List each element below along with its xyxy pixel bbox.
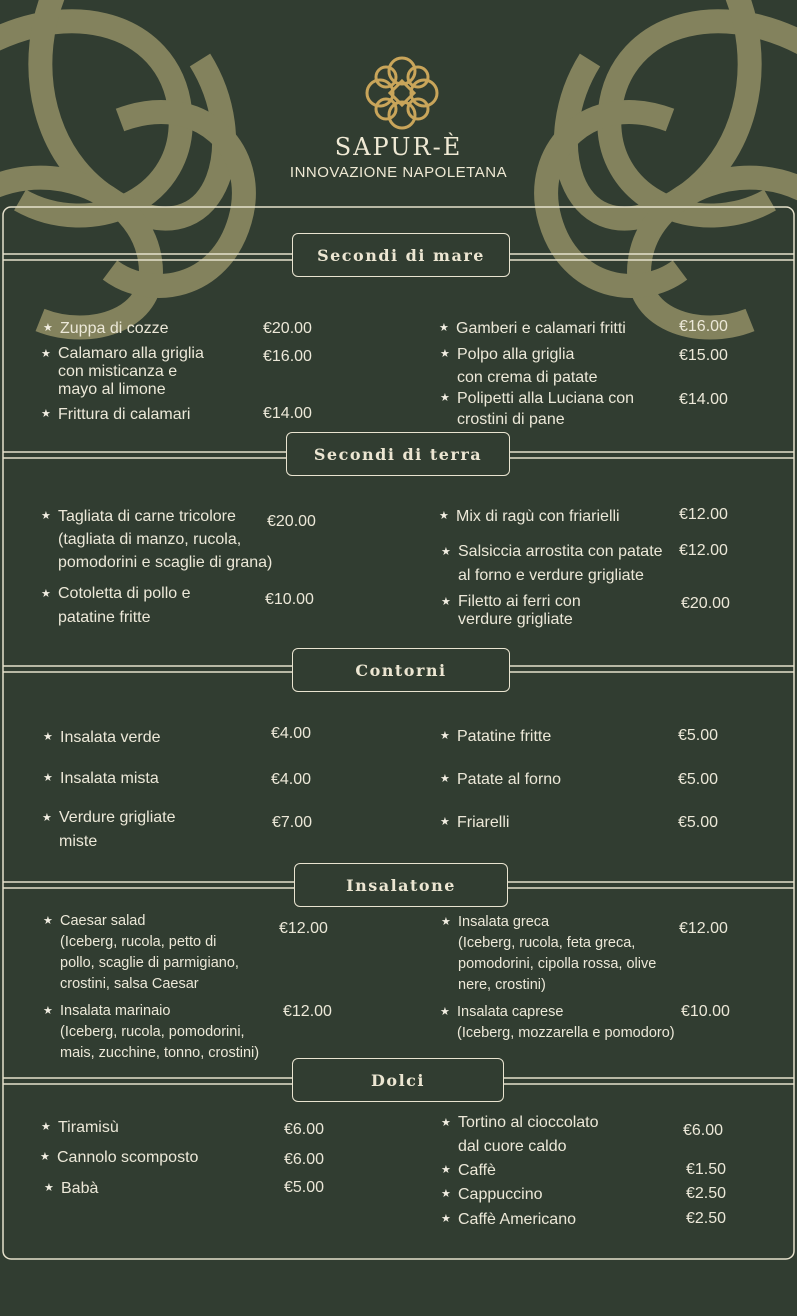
menu-item: ★ Filetto ai ferri con verdure grigliate [441,593,581,628]
item-price: €12.00 [679,542,728,559]
menu-item: ★ Insalata verde [43,729,161,746]
star-icon: ★ [439,510,449,522]
star-icon: ★ [440,816,450,828]
item-price: €2.50 [686,1210,727,1227]
item-price: €15.00 [679,347,728,364]
item-price: €12.00 [679,506,728,523]
menu-item: ★ Tiramisù [41,1119,119,1136]
menu-item: ★ Patate al forno [440,771,562,788]
menu-item: ★ Frittura di calamari [41,406,191,423]
star-icon: ★ [44,1182,54,1194]
item-price: €5.00 [678,727,719,744]
menu-item: ★ Salsiccia arrostita con patate al forno e verdure grigliate [458,540,688,588]
star-icon: ★ [43,772,53,784]
menu-item: ★ Insalata mista [43,770,159,787]
item-price: €7.00 [272,814,313,831]
star-icon: ★ [440,1006,450,1018]
menu-item: ★ Cannolo scomposto [40,1149,199,1166]
star-icon: ★ [440,730,450,742]
menu-item: ★ Calamaro alla griglia con misticanza e mayo al limone [41,345,204,398]
star-icon: ★ [41,588,51,600]
menu-item: ★ Cotoletta di pollo e patatine fritte [58,582,258,630]
item-price: €5.00 [678,814,719,831]
star-icon: ★ [43,322,53,334]
item-price: €16.00 [679,318,728,335]
brand-logo-icon [364,55,440,131]
item-price: €12.00 [279,920,328,937]
item-price: €14.00 [263,405,312,422]
star-icon: ★ [43,1005,53,1017]
star-icon: ★ [40,1151,50,1163]
item-price: €6.00 [683,1122,724,1139]
menu-item: ★ Tortino al cioccolato dal cuore caldo [458,1111,678,1159]
star-icon: ★ [441,596,451,608]
menu-item: ★ Polpo alla griglia con crema di patate [457,343,677,389]
star-icon: ★ [440,348,450,360]
star-icon: ★ [441,1117,451,1129]
star-icon: ★ [441,1213,451,1225]
star-icon: ★ [42,812,52,824]
item-price: €20.00 [267,513,316,530]
menu-item: ★ Gamberi e calamari fritti [439,320,626,337]
brand-tagline: INNOVAZIONE NAPOLETANA [289,164,508,181]
menu-item: ★ Insalata marinaio (Iceberg, rucola, pomodorini, mais, zucchine, tonno, crostini) [43,1003,260,1061]
menu-item: ★ Mix di ragù con friarielli [439,508,620,525]
section-title-secondi-mare: Secondi di mare [292,233,510,277]
item-price: €16.00 [263,348,312,365]
item-price: €5.00 [284,1179,325,1196]
item-price: €6.00 [284,1121,325,1138]
item-price: €5.00 [678,771,719,788]
star-icon: ★ [43,731,53,743]
item-price: €10.00 [265,591,314,608]
menu-item: ★ Verdure grigliate miste [59,806,259,854]
menu-item: ★ Caffè [441,1162,496,1179]
item-price: €4.00 [271,771,312,788]
section-title-insalatone: Insalatone [294,863,508,907]
section-title-secondi-terra: Secondi di terra [286,432,510,476]
menu-item: ★ Zuppa di cozze [43,320,169,337]
item-price: €6.00 [284,1151,325,1168]
menu-item: ★ Friarelli [440,814,510,831]
section-title-contorni: Contorni [292,648,510,692]
brand-name: SAPUR-È [334,133,463,161]
menu-item: ★ Insalata greca (Iceberg, rucola, feta greca, pomodorini, cipolla rossa, olive nere, crostini) [441,914,657,993]
menu-item: ★ Cappuccino [441,1186,543,1203]
menu-item: ★ Tagliata di carne tricolore (tagliata di manzo, rucola, pomodorini e scaglie di grana) [58,505,288,574]
menu-item: ★ Polipetti alla Luciana con crostini di pane [440,390,635,428]
star-icon: ★ [440,773,450,785]
star-icon: ★ [441,1164,451,1176]
item-price: €2.50 [686,1185,727,1202]
star-icon: ★ [41,408,51,420]
item-price: €14.00 [679,391,728,408]
item-price: €12.00 [679,920,728,937]
menu-item: ★ Caesar salad (Iceberg, rucola, petto di pollo, scaglie di parmigiano, crostini, salsa Caesar [43,913,239,992]
item-price: €20.00 [681,595,730,612]
star-icon: ★ [439,322,449,334]
item-price: €4.00 [271,725,312,742]
item-price: €12.00 [283,1003,332,1020]
star-icon: ★ [441,546,451,558]
menu-item: ★ Insalata caprese (Iceberg, mozzarella e pomodoro) [440,1004,675,1041]
menu-item: ★ Babà [44,1180,99,1197]
item-price: €10.00 [681,1003,730,1020]
item-price: €1.50 [686,1161,727,1178]
section-title-dolci: Dolci [292,1058,504,1102]
menu-item: ★ Caffè Americano [441,1211,576,1228]
star-icon: ★ [41,348,51,360]
star-icon: ★ [43,915,53,927]
menu-item: ★ Patatine fritte [440,728,552,745]
item-price: €20.00 [263,320,312,337]
star-icon: ★ [440,392,450,404]
star-icon: ★ [41,510,51,522]
star-icon: ★ [441,1188,451,1200]
star-icon: ★ [41,1121,51,1133]
star-icon: ★ [441,916,451,928]
